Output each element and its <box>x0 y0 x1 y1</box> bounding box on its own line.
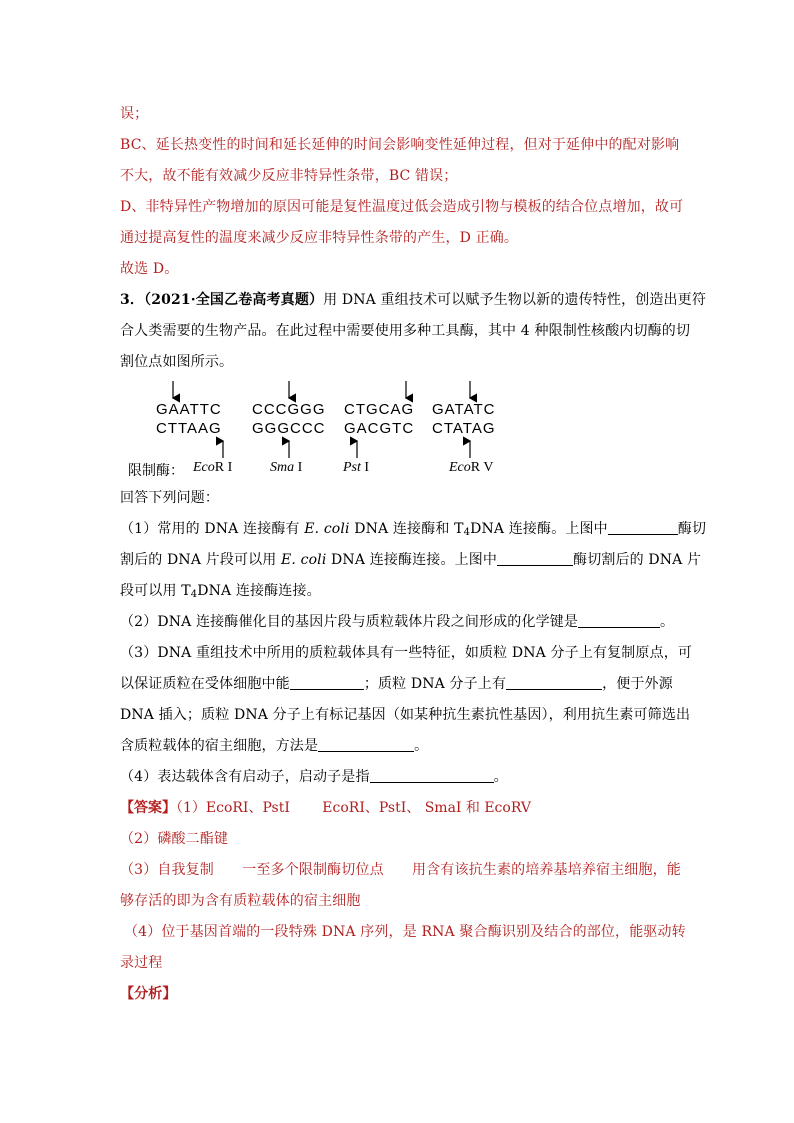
q3-line-4: 含质粒载体的宿主细胞，方法是 。 <box>120 738 429 754</box>
analysis-d-line-1: D、非特异性产物增加的原因可能是复性温度过低会造成引物与模板的结合位点增加，故可 <box>120 199 684 215</box>
analysis-d-line-2: 通过提高复性的温度来减少反应非特异性条带的产生，D 正确。 <box>120 230 519 246</box>
q2-blank[interactable] <box>578 613 660 628</box>
answer-tag: 【答案】 <box>120 800 176 816</box>
q3-line-1: （3）DNA 重组技术中所用的质粒载体具有一些特征，如质粒 DNA 分子上有复制原点，可 <box>120 645 693 661</box>
psti-bottom-sequence: GACGTC <box>344 420 415 437</box>
enzyme-label: 限制酶： <box>128 464 184 479</box>
analysis-choose: 故选 D。 <box>120 261 179 277</box>
analysis-prev-line: 误； <box>120 106 149 122</box>
question-stem-text: 用 DNA 重组技术可以赋予生物以新的遗传特性，创造出更符 <box>323 292 706 308</box>
q1-blank-2[interactable] <box>497 551 573 566</box>
q3-line-2: 以保证质粒在受体细胞中能 ；质粒 DNA 分子上有 ，便于外源 <box>120 676 673 692</box>
enzyme-name-ecori: EcoR I <box>193 460 233 475</box>
q1-line-1: （1）常用的 DNA 连接酶有 E. coli DNA 连接酶和 $T_4DNA$ 连接酶。上图中 酶切 <box>120 521 707 538</box>
q4-line: （4）表达载体含有启动子，启动子是指 。 <box>120 769 508 785</box>
q3-blank-1[interactable] <box>290 675 364 690</box>
q4-blank[interactable] <box>370 768 494 783</box>
enzyme-name-smai: Sma I <box>270 460 303 475</box>
analysis-bc-line-1: BC、延长热变性的时间和延长延伸的时间会影响变性延伸过程，但对于延伸中的配对影响 <box>120 137 680 153</box>
question-number: 3． <box>120 292 145 308</box>
enzyme-name-psti: Pst I <box>343 460 370 475</box>
q2-line: （2）DNA 连接酶催化目的基因片段与质粒载体片段之间形成的化学键是 。 <box>120 614 675 630</box>
question-stem-line-3: 割位点如图所示。 <box>120 354 234 370</box>
answer-line-1: 【答案】（1）EcoRI、PstI EcoRI、PstI、 SmaI 和 EcoRV <box>120 800 531 816</box>
question-source: （2021·全国乙卷高考真题） <box>144 292 324 308</box>
q1-blank-1[interactable] <box>608 520 678 535</box>
answer-line-4: 够存活的即为含有质粒载体的宿主细胞 <box>120 893 361 909</box>
answer-line-2: （2）磷酸二酯键 <box>120 831 229 847</box>
ecorv-top-sequence: GATATC <box>432 401 496 418</box>
q3-blank-2[interactable] <box>506 675 602 690</box>
q3-blank-3[interactable] <box>318 737 414 752</box>
ecori-top-sequence: GAATTC <box>156 401 222 418</box>
analysis-tag: 【分析】 <box>120 986 177 1002</box>
question-stem-line-2: 合人类需要的生物产品。在此过程中需要使用多种工具酶，其中 4 种限制性核酸内切酶的切 <box>120 323 691 339</box>
q1-line-2: 割后的 DNA 片段可以用 E. coli DNA 连接酶连接。上图中 酶切割后的 DNA 片 <box>120 552 702 568</box>
q3-line-3: DNA 插入；质粒 DNA 分子上有标记基因（如某种抗生素抗性基因），利用抗生素可筛选出 <box>120 707 691 723</box>
answer-line-3: （3）自我复制 一至多个限制酶切位点 用含有该抗生素的培养基培养宿主细胞，能 <box>120 862 681 878</box>
answer-line-5: （4）位于基因首端的一段特殊 DNA 序列，是 RNA 聚合酶识别及结合的部位，能驱动转 <box>124 924 686 940</box>
analysis-bc-line-2: 不大，故不能有效减少反应非特异性条带，BC 错误； <box>120 168 458 184</box>
ecorv-bottom-sequence: CTATAG <box>432 420 496 437</box>
psti-top-sequence: CTGCAG <box>344 401 415 418</box>
answer-line-6: 录过程 <box>120 955 163 971</box>
questions-intro: 回答下列问题： <box>120 490 220 506</box>
ecori-bottom-sequence: CTTAAG <box>156 420 222 437</box>
enzyme-name-ecorv: EcoR V <box>449 460 494 475</box>
q1-line-3: 段可以用 $T_4DNA$ 连接酶连接。 <box>120 583 321 600</box>
smai-top-sequence: CCCGGG <box>252 401 326 418</box>
smai-bottom-sequence: GGGCCC <box>252 420 326 437</box>
